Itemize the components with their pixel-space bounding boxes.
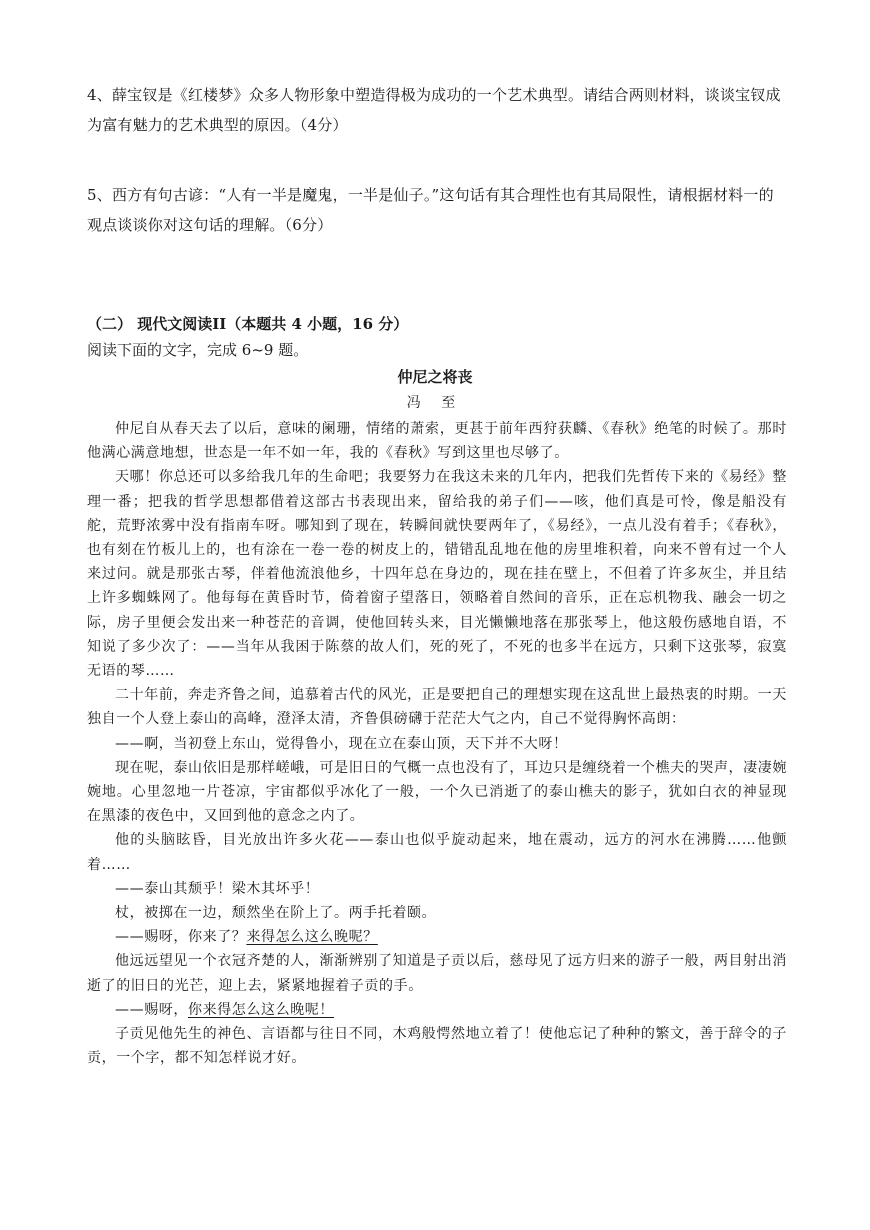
story-author: 冯 至: [406, 395, 464, 411]
quote-line: ——啊，当初登上东山，觉得鲁小，现在立在泰山顶，天下并不大呀！: [115, 735, 568, 752]
section-instruction: 阅读下面的文字，完成 6~9 题。: [87, 341, 309, 359]
paragraph: 二十年前，奔走齐鲁之间，追慕着古代的风光，正是要把自己的理想实现在这乱世上最热衷的时期。一天独自一个人登上泰山的高峰，澄泽太清，齐鲁俱磅礴于茫茫大气之内，自己不觉得胸怀高朗：: [87, 687, 787, 728]
paragraph: 他的头脑眩昏，目光放出许多火花——泰山也似乎旋动起来，地在震动，远方的河水在沸腾……他颤着……: [87, 832, 787, 873]
story-title: 仲尼之将丧: [397, 368, 473, 386]
section-heading: （二） 现代文阅读II（本题共 4 小题，16 分）: [87, 315, 409, 333]
quote-text: ——赐呀，: [115, 1001, 188, 1018]
underlined-quote: 你来得怎么这么晚呢！: [188, 1001, 334, 1018]
quote-line: [87, 925, 787, 949]
quote-line: ——泰山其颓乎！梁木其坏乎！: [115, 880, 320, 897]
quote-line: [87, 998, 787, 1022]
paragraph: 仲尼自从春天去了以后，意味的阑珊，情绪的萧索，更甚于前年西狩获麟、《春秋》绝笔的时候了。那时他满心满意地想，世态是一年不如一年，我的《春秋》写到这里也尽够了。: [87, 421, 787, 462]
question-5: 5、西方有句古谚：“人有一半是魔鬼，一半是仙子。”这句话有其合理性也有其局限性，请根据材料一的观点谈谈你对这句话的理解。（6分）: [87, 186, 774, 234]
quote-text: ——赐呀，你来了？: [115, 929, 247, 946]
paragraph: 现在呢，泰山依旧是那样嵯峨，可是旧日的气概一点也没有了，耳边只是缠绕着一个樵夫的哭声，凄凄婉婉地。心里忽地一片苍凉，宇宙都似乎冰化了一般，一个久已消逝了的泰山樵夫的影子，犹如白衣的神显现在黑漆的夜色中，又回到他的意念之内了。: [87, 759, 787, 825]
paragraph: 他远远望见一个衣冠齐楚的人，渐渐辨别了知道是子贡以后，慈母见了远方归来的游子一般，两目射出消逝了的旧日的光芒，迎上去，紧紧地握着子贡的手。: [87, 953, 787, 994]
paragraph: 杖，被掷在一边，颓然坐在阶上了。两手托着颐。: [115, 905, 437, 922]
question-4: 4、薛宝钗是《红楼梦》众多人物形象中塑造得极为成功的一个艺术典型。请结合两则材料，谈谈宝钗成为富有魅力的艺术典型的原因。（4分）: [87, 86, 781, 134]
paragraph: 子贡见他先生的神色、言语都与往日不同，木鸡般愕然地立着了！使他忘记了种种的繁文，善于辞令的子贡，一个字，都不知怎样说才好。: [87, 1026, 787, 1067]
paragraph: 天哪！你总还可以多给我几年的生命吧；我要努力在我这未来的几年内，把我们先哲传下来的《易经》整理一番；把我的哲学思想都借着这部古书表现出来，留给我的弟子们——咳，他们真是可怜，像是船没有舵，荒野浓雾中没有指南车呀。哪知到了现在，转瞬间就快要两年了，《易经》，一点儿没有着手；《春秋》，也有刻在竹板儿上的，也有涂在一卷一卷的树皮上的，错错乱乱地在他的房里堆积着，向来不曾有过一个人来过问。就是那张古琴，伴着他流浪他乡，十四年总在身边的，现在挂在壁上，不但着了许多灰尘，并且结上许多蜘蛛网了。他每每在黄昏时节，倚着窗子望落日，领略着自然间的音乐，正在忘机物我、融会一切之际，房子里便会发出来一种苍茫的音调，使他回转头来，目光懒懒地落在那张琴上，他这般伤感地自语，不知说了多少次了：——当年从我困于陈蔡的故人们，死的死了，不死的也多半在远方，只剩下这张琴，寂寞无语的琴……: [87, 469, 787, 680]
story-body: [87, 417, 787, 1070]
underlined-quote: 来得怎么这么晚呢？: [246, 929, 378, 946]
